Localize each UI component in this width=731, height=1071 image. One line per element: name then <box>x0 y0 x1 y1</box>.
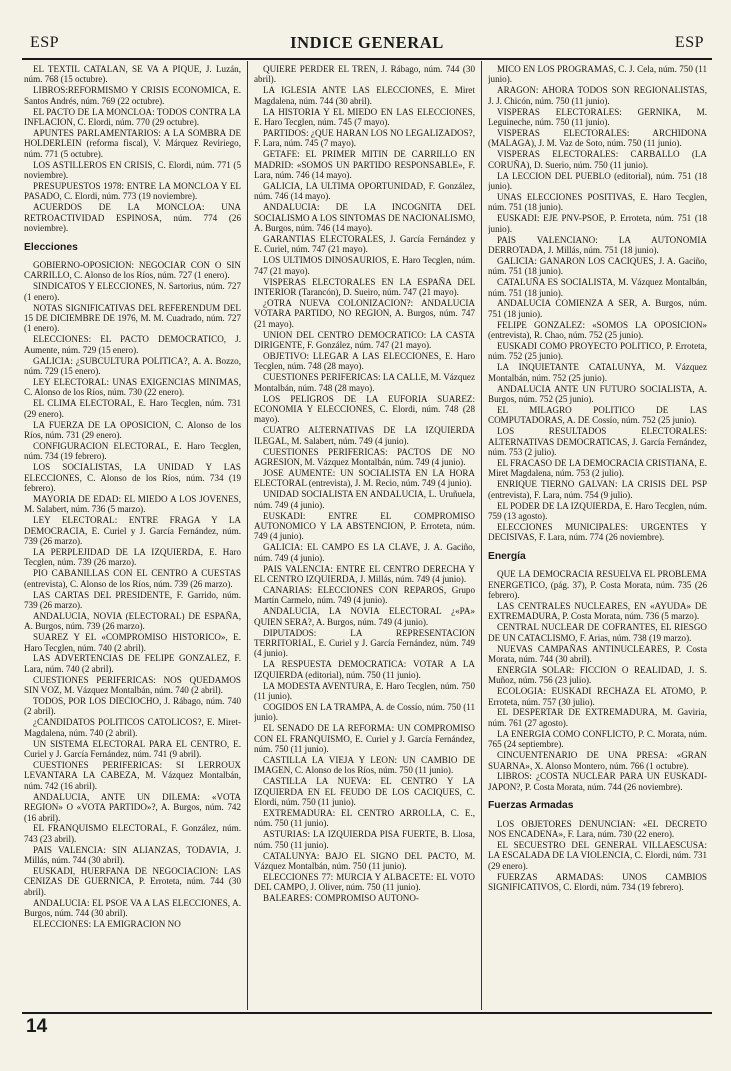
index-entry: ANDALUCIA, ANTE UN DILEMA: «VOTA REGION» O «VOTA PARTIDO»?, A. Burgos, núm. 742 (16 abril). <box>24 791 241 823</box>
section-heading: Elecciones <box>24 241 78 253</box>
index-entry: CANARIAS: ELECCIONES CON REPAROS, Grupo Martín Carmelo, núm. 749 (4 junio). <box>254 584 475 606</box>
index-entry: LA IGLESIA ANTE LAS ELECCIONES, E. Miret Magdalena, núm. 744 (30 abril). <box>254 85 475 106</box>
index-entry: GALICIA, LA ULTIMA OPORTUNIDAD, F. González, núm. 746 (14 mayo). <box>254 180 475 202</box>
index-entry: ANDALUCIA, NOVIA (ELECTORAL) DE ESPAÑA, A. Burgos, núm. 739 (26 marzo). <box>24 610 241 632</box>
index-entry: CUESTIONES PERIFERICAS: PACTOS DE NO AGRESION, M. Vázquez Montalbán, núm. 749 (4 junio). <box>254 446 475 468</box>
index-entry: GALICIA: EL CAMPO ES LA CLAVE, J. A. Gaciño, núm. 749 (4 junio). <box>254 542 475 563</box>
index-entry: LOS RESULTADOS ELECTORALES: ALTERNATIVAS DEMOCRATICAS, J. García Fernández, núm. 753 (2 julio). <box>488 426 707 458</box>
page-header <box>22 30 712 56</box>
index-entry: EUSKADI: ENTRE EL COMPROMISO AUTONOMICO Y LA ABSTENCION, P. Erroteta, núm. 749 (4 junio). <box>254 510 475 542</box>
index-entry: GALICIA: GANARON LOS CACIQUES, J. A. Gaciño, núm. 751 (18 junio). <box>488 255 707 277</box>
index-entry: PRESUPUESTOS 1978: ENTRE LA MONCLOA Y EL PASADO, C. Elordi, núm. 773 (19 noviembre). <box>24 180 241 202</box>
index-entry: LA ENERGIA COMO CONFLICTO, P. C. Morata, núm. 765 (24 septiembre). <box>488 728 707 750</box>
index-entry: CATALUÑA ES SOCIALISTA, M. Vázquez Montalbán, núm. 751 (18 junio). <box>488 277 707 298</box>
index-entry: EL MILAGRO POLITICO DE LAS COMPUTADORAS, A. DE Cossío, núm. 752 (25 junio). <box>488 405 707 426</box>
section-heading: Energía <box>488 550 526 562</box>
header-divider <box>22 58 712 60</box>
index-entry: PAIS VALENCIA: ENTRE EL CENTRO DERECHA Y EL CENTRO IZQUIERDA, J. Millás, núm. 749 (4 junio). <box>254 563 475 584</box>
index-entry: CONFIGURACION ELECTORAL, E. Haro Tecglen, núm. 734 (19 febrero). <box>24 440 241 462</box>
index-entry: LA LECCION DEL PUEBLO (editorial), núm. 751 (18 junio). <box>488 170 707 191</box>
index-entry: SUAREZ Y EL «COMPROMISO HISTORICO», E. Haro Tecglen, núm. 740 (2 abril). <box>24 632 241 653</box>
index-entry: ECOLOGIA: EUSKADI RECHAZA EL ATOMO, P. Erroteta, núm. 757 (30 julio). <box>488 686 707 707</box>
index-entry: CINCUENTENARIO DE UNA PRESA: «GRAN SUARNA», X. Alonso Montero, núm. 766 (1 octubre). <box>488 750 707 771</box>
index-entry: ANDALUCIA COMIENZA A SER, A. Burgos, núm. 751 (18 junio). <box>488 298 707 319</box>
index-entry: QUIERE PERDER EL TREN, J. Rábago, núm. 744 (30 abril). <box>254 64 475 85</box>
index-entry: JOSE AUMENTE: UN SOCIALISTA EN LA HORA ELECTORAL (entrevista), J. M. Recio, núm. 749 (4 junio). <box>254 467 475 489</box>
index-entry: CUATRO ALTERNATIVAS DE LA IZQUIERDA ILEGAL, M. Salabert, núm. 749 (4 junio). <box>254 425 475 446</box>
index-entry: FUERZAS ARMADAS: UNOS CAMBIOS SIGNIFICATIVOS, C. Elordi, núm. 734 (19 febrero). <box>488 871 707 893</box>
index-entry: APUNTES PARLAMENTARIOS: A LA SOMBRA DE HOLDERLEIN (reforma fiscal), V. Márquez Reviriego, núm. 771 (5 octubre). <box>24 127 241 159</box>
index-entry: MICO EN LOS PROGRAMAS, C. J. Cela, núm. 750 (11 junio). <box>488 64 707 85</box>
index-entry: LAS ADVERTENCIAS DE FELIPE GONZALEZ, F. Lara, núm. 740 (2 abril). <box>24 653 241 674</box>
index-column-3 <box>488 64 707 1004</box>
index-entry: EL DESPERTAR DE EXTREMADURA, M. Gaviria, núm. 761 (27 agosto). <box>488 707 707 728</box>
index-entry: ELECCIONES: EL PACTO DEMOCRATICO, J. Aumente, núm. 729 (15 enero). <box>24 334 241 355</box>
index-entry: OBJETIVO: LLEGAR A LAS ELECCIONES, E. Haro Tecglen, núm. 748 (28 mayo). <box>254 350 475 372</box>
index-entry: CUESTIONES PERIFERICAS: NOS QUEDAMOS SIN VOZ, M. Vázquez Montalbán, núm. 740 (2 abril). <box>24 674 241 696</box>
index-entry: DIPUTADOS: LA REPRESENTACION TERRITORIAL, E. Curiel y J. García Fernández, núm. 749 (4 junio). <box>254 627 475 659</box>
column-divider <box>481 61 482 1010</box>
index-entry: EL PODER DE LA IZQUIERDA, E. Haro Tecglen, núm. 759 (13 agosto). <box>488 500 707 522</box>
index-entry: LA MODESTA AVENTURA, E. Haro Tecglen, núm. 750 (11 junio). <box>254 680 475 701</box>
index-entry: LIBROS:REFORMISMO Y CRISIS ECONOMICA, E. Santos Andrés, núm. 769 (22 octubre). <box>24 85 241 106</box>
index-entry: CENTRAL NUCLEAR DE COFRANTES, EL RIESGO DE UN CATACLISMO, F. Arias, núm. 738 (19 marzo). <box>488 622 707 643</box>
index-entry: EL TEXTIL CATALAN, SE VA A PIQUE, J. Luzán, núm. 768 (15 octubre). <box>24 64 241 85</box>
index-entry: SINDICATOS Y ELECCIONES, N. Sartorius, núm. 727 (1 enero). <box>24 281 241 302</box>
index-entry: CUESTIONES PERIFERICAS: SI LERROUX LEVANTARA LA CABEZA, M. Vázquez Montalbán, núm. 742 (16 abril). <box>24 760 241 791</box>
index-entry: GARANTIAS ELECTORALES, J. García Fernández y E. Curiel, núm. 747 (21 mayo). <box>254 234 475 255</box>
header-right-label: ESP <box>674 34 704 51</box>
index-entry: LA FUERZA DE LA OPOSICION, C. Alonso de los Ríos, núm. 731 (29 enero). <box>24 419 241 440</box>
index-entry: ELECCIONES: LA EMIGRACION NO <box>33 919 181 930</box>
index-entry: ANDALUCIA: EL PSOE VA A LAS ELECCIONES, A. Burgos, núm. 744 (30 abril). <box>24 897 241 919</box>
index-entry: VISPERAS ELECTORALES: ARCHIDONA (MALAGA), J. M. Vaz de Soto, núm. 750 (11 junio). <box>488 127 707 149</box>
index-entry: COGIDOS EN LA TRAMPA, A. de Cossío, núm. 750 (11 junio). <box>254 701 475 723</box>
index-entry: BALEARES: COMPROMISO AUTONO- <box>263 893 419 904</box>
index-entry: GETAFE: EL PRIMER MITIN DE CARRILLO EN MADRID: «SOMOS UN PARTIDO RESPONSABLE», F. Lara, núm. 746 (14 mayo). <box>254 149 475 181</box>
index-entry: LA HISTORIA Y EL MIEDO EN LAS ELECCIONES, E. Haro Tecglen, núm. 745 (7 mayo). <box>254 106 475 128</box>
index-entry: GOBIERNO-OPOSICION: NEGOCIAR CON O SIN CARRILLO, C. Alonso de los Ríos, núm. 727 (1 enero). <box>24 259 241 281</box>
index-entry: PAIS VALENCIANO: LA AUTONOMIA DERROTADA, J. Millás, núm. 751 (18 junio). <box>488 234 707 255</box>
index-entry: EL FRACASO DE LA DEMOCRACIA CRISTIANA, E. Miret Magdalena, núm. 753 (2 julio). <box>488 458 707 479</box>
index-entry: CASTILLA LA VIEJA Y LEON: UN CAMBIO DE IMAGEN, C. Alonso de los Ríos, núm. 750 (11 junio). <box>254 754 475 776</box>
index-entry: QUE LA DEMOCRACIA RESUELVA EL PROBLEMA ENERGETICO, (pág. 37), P. Costa Morata, núm. 735 (26 febrero). <box>488 569 707 600</box>
index-entry: NOTAS SIGNIFICATIVAS DEL REFERENDUM DEL 15 DE DICIEMBRE DE 1976, M. M. Cuadrado, núm. 727 (1 enero). <box>24 302 241 334</box>
index-entry: LA INQUIETANTE CATALUNYA, M. Vázquez Montalbán, núm. 752 (25 junio). <box>488 362 707 383</box>
index-entry: LAS CARTAS DEL PRESIDENTE, F. Garrido, núm. 739 (26 marzo). <box>24 589 241 610</box>
index-entry: CASTILLA LA NUEVA: EL CENTRO Y LA IZQUIERDA EN EL FEUDO DE LOS CACIQUES, C. Elordi, núm. 750 (11 junio). <box>254 776 475 808</box>
index-entry: ¿OTRA NUEVA COLONIZACION?: ANDALUCIA VOTARA PARTIDO, NO REGION, A. Burgos, núm. 747 (21 mayo). <box>254 297 475 329</box>
index-entry: LEY ELECTORAL: ENTRE FRAGA Y LA DEMOCRACIA, E. Curiel y J. García Fernández, núm. 739 (26 marzo). <box>24 515 241 546</box>
index-entry: EXTREMADURA: EL CENTRO ARROLLA, C. E., núm. 750 (11 junio). <box>254 807 475 829</box>
index-entry: FELIPE GONZALEZ: «SOMOS LA OPOSICION» (entrevista), R. Chao, núm. 752 (25 junio). <box>488 319 707 341</box>
index-entry: VISPERAS ELECTORALES: CARBALLO (LA CORUÑA), D. Suerio, núm. 750 (11 junio). <box>488 149 707 170</box>
index-entry: TODOS, POR LOS DIECIOCHO, J. Rábago, núm. 740 (2 abril). <box>24 696 241 717</box>
index-entry: EL CLIMA ELECTORAL, E. Haro Tecglen, núm. 731 (29 enero). <box>24 398 241 419</box>
index-entry: PAIS VALENCIA: SIN ALIANZAS, TODAVIA, J. Millás, núm. 744 (30 abril). <box>24 844 241 866</box>
index-entry: GALICIA: ¿SUBCULTURA POLITICA?, A. A. Bozzo, núm. 729 (15 enero). <box>24 355 241 376</box>
index-column-2 <box>254 64 475 1004</box>
index-entry: LA RESPUESTA DEMOCRATICA: VOTAR A LA IZQUIERDA (editorial), núm. 750 (11 junio). <box>254 659 475 680</box>
column-divider <box>247 61 248 1010</box>
index-entry: MAYORIA DE EDAD: EL MIEDO A LOS JOVENES, M. Salabert, núm. 736 (5 marzo). <box>24 493 241 515</box>
index-entry: LEY ELECTORAL: UNAS EXIGENCIAS MINIMAS, C. Alonso de los Ríos, núm. 730 (22 enero). <box>24 376 241 398</box>
index-entry: EUSKADI COMO PROYECTO POLITICO, P. Erroteta, núm. 752 (25 junio). <box>488 341 707 362</box>
index-entry: LAS CENTRALES NUCLEARES, EN «AYUDA» DE EXTREMADURA, P. Costa Morata, núm. 736 (5 marzo). <box>488 600 707 622</box>
header-left-label: ESP <box>30 34 60 51</box>
index-entry: EUSKADI: EJE PNV-PSOE, P. Erroteta, núm. 751 (18 junio). <box>488 213 707 234</box>
index-entry: ANDALUCIA, LA NOVIA ELECTORAL ¿«PA» QUIEN SERA?, A. Burgos, núm. 749 (4 junio). <box>254 606 475 627</box>
index-entry: LIBROS: ¿COSTA NUCLEAR PARA UN EUSKADI-JAPON?, P. Costa Morata, núm. 744 (26 noviembre). <box>488 771 707 792</box>
page-title: INDICE GENERAL <box>290 33 444 52</box>
index-entry: ARAGON: AHORA TODOS SON REGIONALISTAS, J. J. Chicón, núm. 750 (11 junio). <box>488 85 707 106</box>
index-entry: UNION DEL CENTRO DEMOCRATICO: LA CASTA DIRIGENTE, F. González, núm. 747 (21 mayo). <box>254 329 475 351</box>
index-entry: EL FRANQUISMO ELECTORAL, F. González, núm. 743 (23 abril). <box>24 823 241 844</box>
index-entry: NUEVAS CAMPAÑAS ANTINUCLEARES, P. Costa Morata, núm. 744 (30 abril). <box>488 643 707 664</box>
footer-divider <box>22 1012 712 1014</box>
index-entry: PARTIDOS: ¿QUE HARAN LOS NO LEGALIZADOS?, F. Lara, núm. 745 (7 mayo). <box>254 127 475 149</box>
index-entry: ENRIQUE TIERNO GALVAN: LA CRISIS DEL PSP (entrevista), F. Lara, núm. 754 (9 julio). <box>488 479 707 500</box>
index-column-1 <box>24 64 241 1004</box>
index-entry: ELECCIONES 77: MURCIA Y ALBACETE: EL VOTO DEL CAMPO, J. Oliver, núm. 750 (11 junio). <box>254 871 475 893</box>
index-entry: LOS PELIGROS DE LA EUFORIA SUAREZ: ECONOMIA Y ELECCIONES, C. Elordi, núm. 748 (28 mayo). <box>254 393 475 425</box>
index-entry: VISPERAS ELECTORALES EN LA ESPAÑA DEL INTERIOR (Tarancón), D. Sueiro, núm. 747 (21 mayo). <box>254 276 475 298</box>
index-entry: LA PERPLEJIDAD DE LA IZQUIERDA, E. Haro Tecglen, núm. 739 (26 marzo). <box>24 546 241 568</box>
index-entry: ACUERDOS DE LA MONCLOA: UNA RETROACTIVIDAD ESPINOSA, núm. 774 (26 noviembre). <box>24 202 241 234</box>
index-entry: ANDALUCIA: DE LA INCOGNITA DEL SOCIALISMO A LOS SINTOMAS DE NACIONALISMO, A. Burgos, núm. 746 (14 mayo). <box>254 202 475 234</box>
index-entry: UNAS ELECCIONES POSITIVAS, E. Haro Tecglen, núm. 751 (18 junio). <box>488 191 707 213</box>
page-number: 14 <box>26 1016 48 1037</box>
index-entry: EL SENADO DE LA REFORMA: UN COMPROMISO CON EL FRANQUISMO, E. Curiel y J. García Fernández, núm. 750 (11 junio). <box>254 723 475 754</box>
index-entry: UNIDAD SOCIALISTA EN ANDALUCIA, L. Uruñuela, núm. 749 (4 junio). <box>254 489 475 510</box>
index-entry: EL PACTO DE LA MONCLOA: TODOS CONTRA LA INFLACION, C. Elordi, núm. 770 (29 octubre). <box>24 106 241 128</box>
index-entry: ANDALUCIA ANTE UN FUTURO SOCIALISTA, A. Burgos, núm. 752 (25 junio). <box>488 383 707 405</box>
index-entry: ELECCIONES MUNICIPALES: URGENTES Y DECISIVAS, F. Lara, núm. 774 (26 noviembre). <box>488 521 707 543</box>
index-entry: LOS ASTILLEROS EN CRISIS, C. Elordi, núm. 771 (5 noviembre). <box>24 159 241 181</box>
index-entry: LOS ULTIMOS DINOSAURIOS, E. Haro Tecglen, núm. 747 (21 mayo). <box>254 255 475 276</box>
section-heading: Fuerzas Armadas <box>488 800 574 812</box>
index-entry: UN SISTEMA ELECTORAL PARA EL CENTRO, E. Curiel y J. García Fernández, núm. 741 (9 abril). <box>24 738 241 760</box>
index-entry: CATALUNYA: BAJO EL SIGNO DEL PACTO, M. Vázquez Montalbán, núm. 750 (11 junio). <box>254 850 475 871</box>
index-entry: VISPERAS ELECTORALES: GERNIKA, M. Leguineche, núm. 750 (11 junio). <box>488 106 707 128</box>
index-entry: LOS OBJETORES DENUNCIAN: «EL DECRETO NOS ENCADENA», F. Lara, núm. 730 (22 enero). <box>488 818 707 840</box>
index-entry: ASTURIAS: LA IZQUIERDA PISA FUERTE, B. Llosa, núm. 750 (11 junio). <box>254 829 475 850</box>
index-entry: CUESTIONES PERIFERICAS: LA CALLE, M. Vázquez Montalbán, núm. 748 (28 mayo). <box>254 372 475 393</box>
index-entry: EUSKADI, HUERFANA DE NEGOCIACION: LAS CENIZAS DE GUERNICA, P. Erroteta, núm. 744 (30 abril). <box>24 866 241 897</box>
index-entry: LOS SOCIALISTAS, LA UNIDAD Y LAS ELECCIONES, C. Alonso de los Ríos, núm. 734 (19 febrero). <box>24 462 241 493</box>
index-entry: EL SECUESTRO DEL GENERAL VILLAESCUSA: LA ESCALADA DE LA VIOLENCIA, C. Elordi, núm. 731 (29 enero). <box>488 839 707 871</box>
index-entry: ENERGIA SOLAR: FICCION O REALIDAD, J. S. Muñoz, núm. 756 (23 julio). <box>488 664 707 686</box>
index-entry: ¿CANDIDATOS POLITICOS CATOLICOS?, E. Miret-Magdalena, núm. 740 (2 abril). <box>24 717 241 738</box>
index-entry: PIO CABANILLAS CON EL CENTRO A CUESTAS (entrevista), C. Alonso de los Ríos, núm. 739 (26 marzo). <box>24 568 241 589</box>
